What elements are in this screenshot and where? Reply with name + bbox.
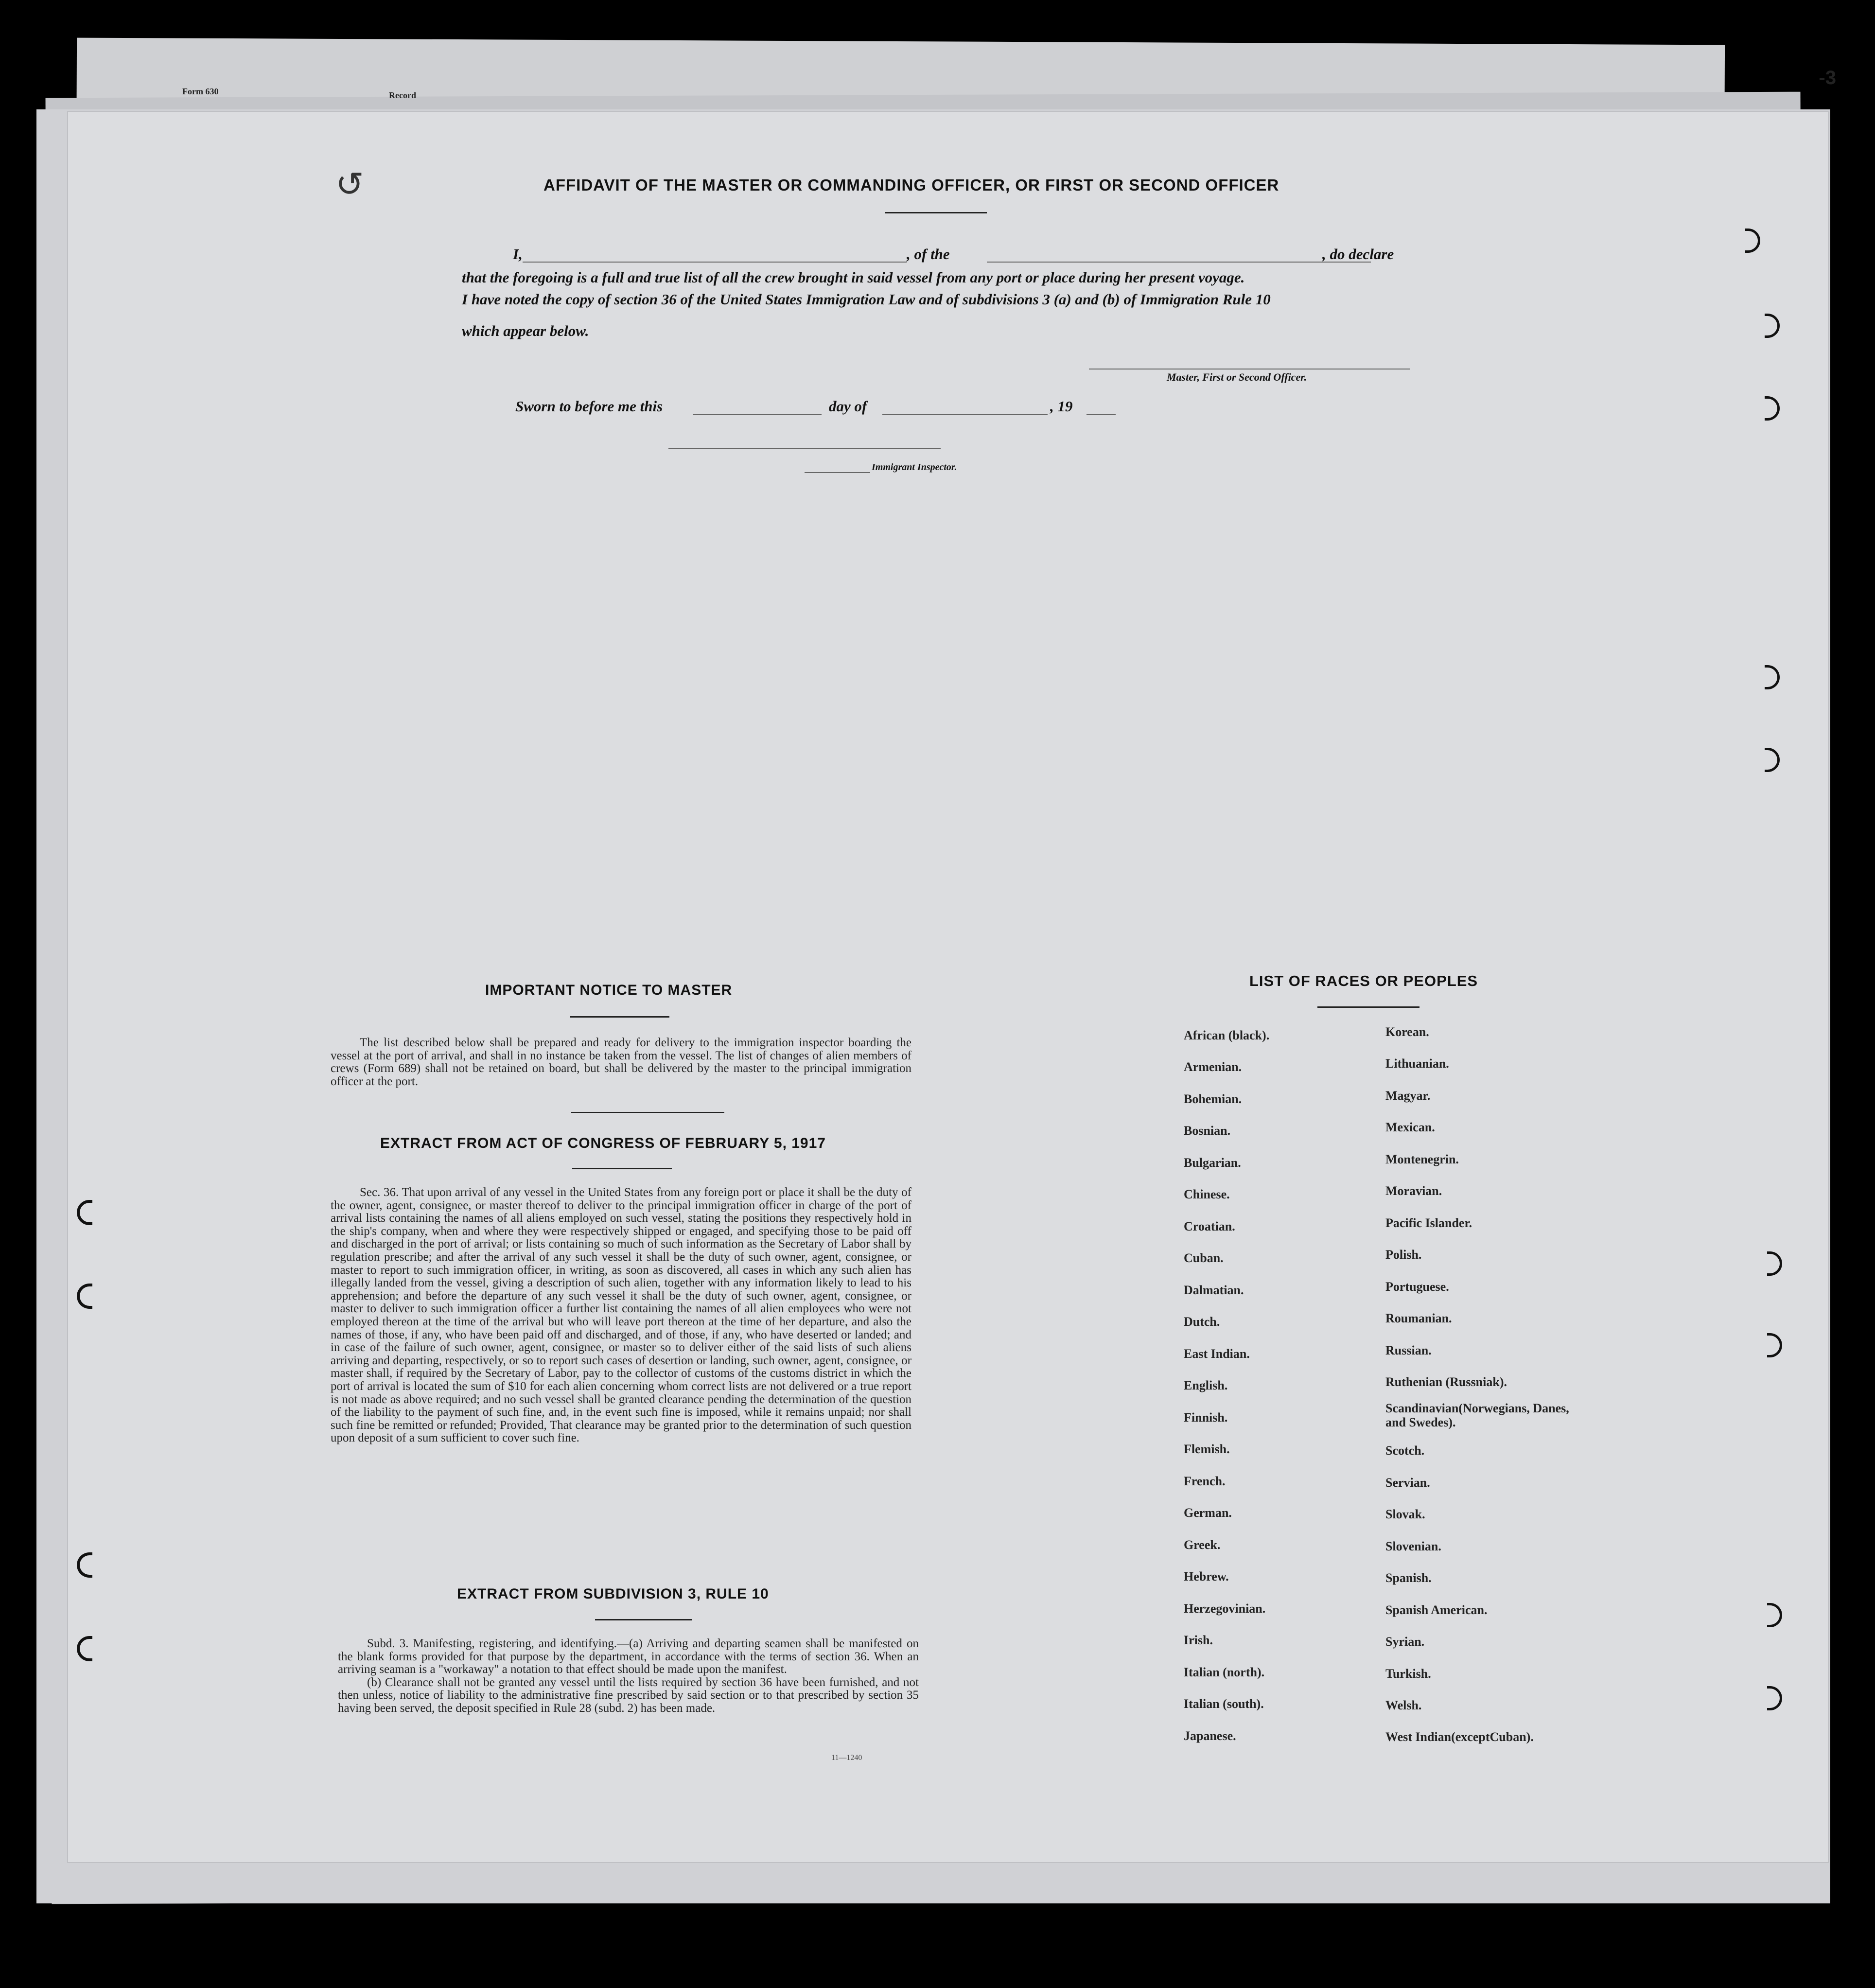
race-item: Cuban. [1184,1251,1224,1265]
subdivision-a-paragraph: Subd. 3. Manifesting, registering, and identifying.—(a) Arriving and departing seamen shall be manifested on the blank forms provided for that purpose by the department, in accordance with the terms of section 36. When an arriving seaman is a "workaway" a notation to that effect should be made upon the manifest. [338,1637,919,1676]
race-item: Italian (north). [1184,1665,1265,1679]
race-item: Welsh. [1385,1698,1422,1712]
race-item: Ruthenian (Russniak). [1385,1375,1507,1389]
race-item: Irish. [1184,1633,1213,1647]
race-item: East Indian. [1184,1347,1250,1361]
race-item: French. [1184,1474,1226,1488]
act-title: EXTRACT FROM ACT OF CONGRESS OF FEBRUARY 5, 1917 [380,1135,826,1151]
divider [595,1619,692,1620]
race-item: Russian. [1385,1343,1432,1357]
date-day-blank [693,414,822,415]
race-item: Portuguese. [1385,1280,1449,1294]
divider [570,1016,669,1018]
race-item: African (black). [1184,1028,1270,1042]
date-month-blank [882,414,1048,415]
race-item: Croatian. [1184,1219,1235,1233]
notice-paragraph: The list described below shall be prepared and ready for delivery to the immigration inspector boarding the vessel at the port of arrival, and shall in no instance be taken from the vessel. The list of changes of alien members of crews (Form 689) shall not be retained on board, but shall be delivered by the master to the principal immigration officer at the port. [331,1036,911,1088]
divider [571,1112,724,1113]
race-item: Pacific Islander. [1385,1216,1472,1230]
record-label: Record [389,90,416,100]
race-item: Slovenian. [1385,1539,1441,1553]
race-item: Herzegovinian. [1184,1601,1266,1616]
race-item: Bosnian. [1184,1124,1231,1138]
race-item: Bohemian. [1184,1092,1242,1106]
race-item: Finnish. [1184,1410,1228,1425]
race-item: Roumanian. [1385,1311,1452,1325]
race-item: Korean. [1385,1025,1429,1039]
races-title: LIST OF RACES OR PEOPLES [1249,972,1478,989]
race-item: Montenegrin. [1385,1152,1459,1166]
race-item: Mexican. [1385,1120,1435,1134]
race-item: Scandinavian(Norwegians, Danes, and Swedes). [1385,1401,1569,1429]
race-item: Dalmatian. [1184,1283,1244,1297]
race-item: Moravian. [1385,1184,1442,1198]
affidavit-declare: , do declare [1322,246,1394,263]
race-item: Scotch. [1385,1443,1425,1458]
race-item: Turkish. [1385,1667,1431,1681]
year-blank [1086,414,1116,415]
form-code: 11—1240 [831,1754,862,1762]
corner-number: -3 [1819,67,1836,88]
divider [1317,1006,1419,1008]
race-item: Spanish American. [1385,1603,1488,1617]
notice-text [331,1037,911,1088]
notice-title: IMPORTANT NOTICE TO MASTER [485,982,733,998]
affidavit-i: I, [513,246,523,263]
affidavit-title: AFFIDAVIT OF THE MASTER OR COMMANDING OFFICER, OR FIRST OR SECOND OFFICER [543,176,1279,194]
rule-title: EXTRACT FROM SUBDIVISION 3, RULE 10 [457,1586,769,1602]
act-text [331,1186,911,1445]
divider [572,1168,672,1169]
affidavit-line4: which appear below. [462,322,589,339]
rule-text [338,1637,919,1715]
day-of-text: day of [829,398,867,415]
race-item: Syrian. [1385,1635,1425,1649]
form-number-label: Form 630 [182,87,219,96]
race-item: Magyar. [1385,1089,1431,1103]
race-item: Hebrew. [1184,1569,1229,1583]
race-item: Servian. [1385,1476,1430,1490]
document-page [68,112,1828,1862]
handwritten-mark-icon: ↺ [335,166,364,204]
race-item: Bulgarian. [1184,1156,1241,1170]
race-item: Polish. [1385,1248,1422,1262]
section-36-paragraph: Sec. 36. That upon arrival of any vessel in the United States from any foreign port or place it shall be the duty of the owner, agent, consignee, or master thereof to deliver to the principal immigration officer in charge of the port of arrival lists containing the names of all aliens employed on such vessel, stating the positions they respectively hold in the ship's company, when and where they were respectively shipped or engaged, and specifying those to be paid off and discharged in the port of arrival; or lists containing so much of such information as the Secretary of Labor shall by regulation prescribe; and after the arrival of any such vessel it shall be the duty of such owner, agent, consignee, or master to report to such immigration officer, in writing, as soon as discovered, all cases in which any such alien has illegally landed from the vessel, giving a description of such alien, together with any information likely to lead to his apprehension; and before the departure of any such vessel it shall be the duty of such owner, agent, consignee, or master to deliver to such immigration officer a further list containing the names of all alien employees who were not employed thereon at the time of the arrival but who will leave port thereon at the time of her departure, and also the names of those, if any, who have been paid off and discharged, and of those, if any, who have deserted or landed; and in case of the failure of such owner, agent, consignee, or master so to deliver either of the said lists of such aliens arriving and departing, respectively, or so to report such cases of desertion or landing, such owner, agent, consignee, or master shall, if required by the Secretary of Labor, pay to the collector of customs of the customs district in which the port of arrival is located the sum of $10 for each alien concerning whom correct lists are not delivered or a true report is not made as above required; and no such vessel shall be granted clearance pending the determination of the question of the liability to the payment of such fine, and, in the event such fine is imposed, while it remains unpaid; nor shall such fine be remitted or refunded; Provided, That clearance may be granted prior to the determination of such question upon deposit of a sum sufficient to cover such fine. [331,1186,911,1445]
race-item: Greek. [1184,1538,1221,1552]
race-item: Armenian. [1184,1060,1242,1074]
race-item: Chinese. [1184,1187,1230,1201]
race-item: English. [1184,1378,1228,1392]
race-item: Flemish. [1184,1442,1230,1456]
inspector-short-line [805,472,870,473]
affidavit-line2: that the foregoing is a full and true list of all the crew brought in said vessel from any port or place during her present voyage. [462,269,1245,286]
race-item: Italian (south). [1184,1697,1264,1711]
affidavit-of-the: , of the [907,246,950,263]
inspector-signature-line [668,448,941,449]
vessel-blank [987,262,1371,263]
inspector-caption: Immigrant Inspector. [872,462,957,473]
affidavit-line3: I have noted the copy of section 36 of the United States Immigration Law and of subdivisions 3 (a) and (b) of Immigration Rule 10 [462,291,1271,308]
name-blank [523,262,907,263]
year-text: , 19 [1050,398,1073,415]
race-item: Japanese. [1184,1729,1236,1743]
race-item: German. [1184,1506,1232,1520]
race-item: Slovak. [1385,1507,1425,1521]
subdivision-b-paragraph: (b) Clearance shall not be granted any vessel until the lists required by section 36 have been furnished, and not then unless, notice of liability to the administrative fine prescribed by said section or to that prescribed by section 35 having been served, the deposit specified in Rule 28 (subd. 2) has been made. [338,1675,919,1715]
master-caption: Master, First or Second Officer. [1167,371,1307,383]
race-item: Lithuanian. [1385,1056,1449,1071]
divider [885,212,987,213]
sworn-text: Sworn to before me this [515,398,663,415]
race-item: Dutch. [1184,1315,1220,1329]
race-item: Spanish. [1385,1571,1432,1585]
race-item: West Indian(exceptCuban). [1385,1730,1534,1744]
